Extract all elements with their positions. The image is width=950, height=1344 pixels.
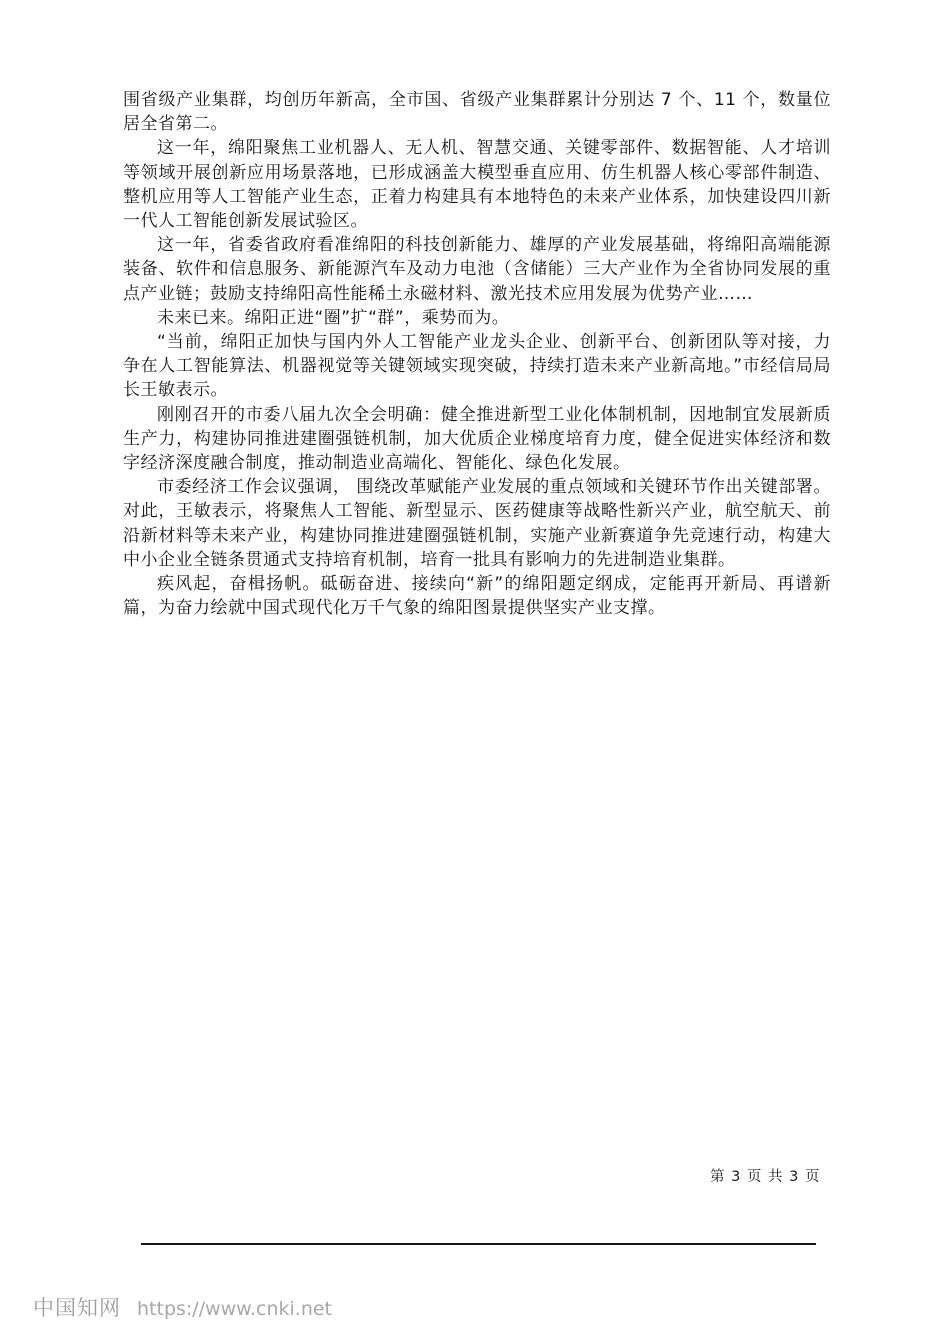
paragraph: 刚刚召开的市委八届九次全会明确：健全推进新型工业化体制机制，因地制宜发展新质生产力，构建协同推进建圈强链机制，加大优质企业梯度培育力度，健全促进实体经济和数字经济深度融合制度，推动制造业高端化、智能化、绿色化发展。 xyxy=(123,404,831,474)
paragraph: “当前，绵阳正加快与国内外人工智能产业龙头企业、创新平台、创新团队等对接，力争在人工智能算法、机器视觉等关键领域实现突破，持续打造未来产业新高地。”市经信局局长王敏表示。 xyxy=(123,332,831,401)
page-number: 第 3 页 共 3 页 xyxy=(710,1169,821,1185)
document-body xyxy=(123,88,831,620)
paragraph: 这一年，绵阳聚焦工业机器人、无人机、智慧交通、关键零部件、数据智能、人才培训等领域开展创新应用场景落地，已形成涵盖大模型垂直应用、仿生机器人核心零部件制造、整机应用等人工智能产业生态，正着力构建具有本地特色的未来产业体系，加快建设四川新一代人工智能创新发展试验区。 xyxy=(123,138,831,232)
paragraph: 未来已来。绵阳正进“圈”扩“群”，乘势而为。 xyxy=(157,307,510,328)
paragraph: 这一年，省委省政府看准绵阳的科技创新能力、雄厚的产业发展基础，将绵阳高端能源装备、软件和信息服务、新能源汽车及动力电池（含储能）三大产业作为全省协同发展的重点产业链；鼓励支持绵阳高性能稀土永磁材料、激光技术应用发展为优势产业…… xyxy=(123,235,831,304)
cnki-url: https://www.cnki.net xyxy=(137,1298,333,1320)
paragraph: 围省级产业集群，均创历年新高，全市国、省级产业集群累计分别达 7 个、11 个，数量位居全省第二。 xyxy=(123,90,831,135)
paragraph: 疾风起，奋楫扬帆。砥砺奋进、接续向“新”的绵阳题定纲成，定能再开新局、再谱新篇，为奋力绘就中国式现代化万千气象的绵阳图景提供坚实产业支撑。 xyxy=(123,574,831,619)
cnki-logo: 中国知网 xyxy=(33,1296,121,1320)
paragraph: 市委经济工作会议强调， 围绕改革赋能产业发展的重点领域和关键环节作出关键部署。 对此，王敏表示，将聚焦人工智能、新型显示、医药健康等战略性新兴产业，航空航天、前沿新材料等未来产业，构建协同推进建圈强链机制，实施产业新赛道争先竞速行动，构建大中小企业全链条贯通式支持培育机制，培育一批具有影响力的先进制造业集群。 xyxy=(123,477,831,570)
cnki-watermark xyxy=(33,1292,332,1322)
footer-divider xyxy=(141,1243,816,1245)
